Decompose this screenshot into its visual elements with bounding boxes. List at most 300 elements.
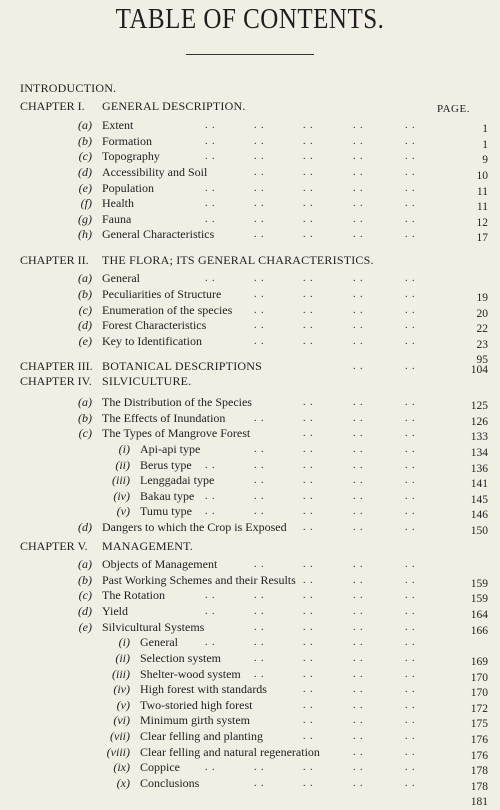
leader-dots: . . bbox=[405, 606, 416, 617]
leader-dots: . . bbox=[205, 136, 216, 147]
page-number: 23 bbox=[476, 339, 488, 351]
entry-label: (c) bbox=[78, 303, 92, 317]
leader-dots: . . bbox=[405, 273, 416, 284]
leader-dots: . . bbox=[353, 606, 364, 617]
chapter-label: CHAPTER V. bbox=[20, 539, 88, 553]
leader-dots: . . bbox=[353, 397, 364, 408]
introduction-heading: INTRODUCTION. bbox=[20, 81, 117, 95]
entry-title: Conclusions bbox=[140, 776, 200, 790]
toc-entry bbox=[0, 441, 500, 457]
leader-dots: . . bbox=[405, 151, 416, 162]
leader-dots: . . bbox=[353, 151, 364, 162]
toc-entry bbox=[0, 333, 500, 349]
entry-title: Health bbox=[102, 196, 134, 210]
entry-label: (ii) bbox=[115, 458, 130, 472]
entry-title: Population bbox=[102, 181, 155, 195]
leader-dots: . . bbox=[254, 289, 265, 300]
chapter-heading bbox=[0, 252, 500, 268]
entry-title: High forest with standards bbox=[140, 682, 267, 696]
chapter-title: BOTANICAL DESCRIPTIONS bbox=[102, 359, 263, 373]
leader-dots: . . bbox=[353, 559, 364, 570]
leader-dots: . . bbox=[405, 397, 416, 408]
leader-dots: . . bbox=[405, 700, 416, 711]
leader-dots: . . bbox=[254, 151, 265, 162]
leader-dots: . . bbox=[405, 684, 416, 695]
entry-title: Api-api type bbox=[140, 442, 201, 456]
entry-label: (viii) bbox=[106, 745, 130, 759]
page-number: 12 bbox=[476, 217, 488, 229]
leader-dots: . . bbox=[254, 167, 265, 178]
entry-title: Clear felling and planting bbox=[140, 729, 263, 743]
toc-entry bbox=[0, 472, 500, 488]
entry-title: Two-storied high forest bbox=[140, 698, 253, 712]
entry-title: Shelter-wood system bbox=[140, 667, 241, 681]
leader-dots: . . bbox=[353, 198, 364, 209]
toc-entry bbox=[0, 394, 500, 410]
page-number: 9 bbox=[482, 154, 488, 166]
page-number: 164 bbox=[470, 609, 488, 621]
entry-label: (b) bbox=[78, 411, 92, 425]
toc-entry bbox=[0, 775, 500, 791]
entry-title: Fauna bbox=[102, 212, 132, 226]
leader-dots: . . bbox=[205, 183, 216, 194]
leader-dots: . . bbox=[405, 320, 416, 331]
leader-dots: . . bbox=[254, 606, 265, 617]
entry-label: (iii) bbox=[112, 667, 130, 681]
entry-label: (a) bbox=[78, 271, 92, 285]
chapter-heading bbox=[0, 98, 500, 114]
entry-title: General bbox=[140, 635, 178, 649]
toc-entry bbox=[0, 164, 500, 180]
entry-title: Selection system bbox=[140, 651, 221, 665]
page-number: 141 bbox=[470, 478, 488, 490]
leader-dots: . . bbox=[303, 413, 314, 424]
leader-dots: . . bbox=[405, 669, 416, 680]
entry-title: The Effects of Inundation bbox=[102, 411, 226, 425]
leader-dots: . . bbox=[303, 136, 314, 147]
leader-dots: . . bbox=[405, 361, 416, 372]
page-number: 178 bbox=[470, 765, 488, 777]
toc-entry bbox=[0, 744, 500, 760]
page-number: 170 bbox=[470, 672, 488, 684]
page-number: 104 bbox=[470, 364, 488, 376]
entry-label: (vii) bbox=[110, 729, 130, 743]
leader-dots: . . bbox=[353, 506, 364, 517]
chapter-title: GENERAL DESCRIPTION. bbox=[102, 99, 246, 113]
leader-dots: . . bbox=[205, 198, 216, 209]
page-number: 1 bbox=[482, 139, 488, 151]
leader-dots: . . bbox=[303, 214, 314, 225]
toc-entry bbox=[0, 519, 500, 535]
entry-label: (v) bbox=[116, 698, 130, 712]
leader-dots: . . bbox=[254, 413, 265, 424]
toc-entry bbox=[0, 117, 500, 133]
entry-label: (c) bbox=[78, 149, 92, 163]
leader-dots: . . bbox=[405, 506, 416, 517]
leader-dots: . . bbox=[254, 305, 265, 316]
leader-dots: . . bbox=[353, 590, 364, 601]
leader-dots: . . bbox=[405, 120, 416, 131]
leader-dots: . . bbox=[353, 320, 364, 331]
entry-label: (iv) bbox=[113, 682, 130, 696]
leader-dots: . . bbox=[254, 120, 265, 131]
leader-dots: . . bbox=[254, 198, 265, 209]
leader-dots: . . bbox=[205, 762, 216, 773]
toc-entry bbox=[0, 211, 500, 227]
leader-dots: . . bbox=[205, 590, 216, 601]
leader-dots: . . bbox=[303, 475, 314, 486]
toc-entry bbox=[0, 317, 500, 333]
toc-entry bbox=[0, 650, 500, 666]
leader-dots: . . bbox=[303, 491, 314, 502]
leader-dots: . . bbox=[405, 460, 416, 471]
entry-title: Forest Characteristics bbox=[102, 318, 207, 332]
page-number: 176 bbox=[470, 734, 488, 746]
page-number: 159 bbox=[470, 578, 488, 590]
toc-entry bbox=[0, 728, 500, 744]
leader-dots: . . bbox=[303, 700, 314, 711]
page-number: 11 bbox=[476, 201, 488, 213]
page-number: 133 bbox=[470, 431, 488, 443]
page-number: 150 bbox=[470, 525, 488, 537]
page-column-heading: PAGE. bbox=[437, 103, 470, 115]
leader-dots: . . bbox=[353, 669, 364, 680]
leader-dots: . . bbox=[353, 460, 364, 471]
entry-label: (i) bbox=[118, 442, 130, 456]
entry-label: (h) bbox=[78, 227, 92, 241]
leader-dots: . . bbox=[353, 305, 364, 316]
entry-label: (e) bbox=[78, 620, 92, 634]
leader-dots: . . bbox=[254, 491, 265, 502]
leader-dots: . . bbox=[405, 198, 416, 209]
entry-title: Lenggadai type bbox=[140, 473, 215, 487]
toc-entry bbox=[0, 697, 500, 713]
toc-entry bbox=[0, 286, 500, 302]
leader-dots: . . bbox=[353, 700, 364, 711]
leader-dots: . . bbox=[353, 731, 364, 742]
page-number: 145 bbox=[470, 494, 488, 506]
toc-entry bbox=[0, 488, 500, 504]
toc-entry bbox=[0, 587, 500, 603]
page-number: 22 bbox=[476, 323, 488, 335]
entry-title: Coppice bbox=[140, 760, 180, 774]
leader-dots: . . bbox=[303, 506, 314, 517]
entry-title: Past Working Schemes and their Results bbox=[102, 573, 296, 587]
leader-dots: . . bbox=[303, 606, 314, 617]
entry-label: (c) bbox=[78, 426, 92, 440]
leader-dots: . . bbox=[353, 575, 364, 586]
entry-label: (a) bbox=[78, 118, 92, 132]
leader-dots: . . bbox=[303, 622, 314, 633]
entry-label: (c) bbox=[78, 588, 92, 602]
page-number: 126 bbox=[470, 416, 488, 428]
entry-label: (iv) bbox=[113, 489, 130, 503]
toc-entry bbox=[0, 619, 500, 635]
leader-dots: . . bbox=[353, 475, 364, 486]
leader-dots: . . bbox=[353, 120, 364, 131]
toc-entry bbox=[0, 681, 500, 697]
leader-dots: . . bbox=[303, 460, 314, 471]
page-number: 178 bbox=[470, 781, 488, 793]
entry-label: (a) bbox=[78, 557, 92, 571]
toc-entry bbox=[0, 425, 500, 441]
leader-dots: . . bbox=[353, 336, 364, 347]
page-number: 125 bbox=[470, 400, 488, 412]
leader-dots: . . bbox=[353, 491, 364, 502]
chapter-heading bbox=[0, 373, 500, 389]
entry-label: (b) bbox=[78, 573, 92, 587]
page-number: 169 bbox=[470, 656, 488, 668]
leader-dots: . . bbox=[254, 183, 265, 194]
leader-dots: . . bbox=[353, 747, 364, 758]
entry-title: General bbox=[102, 271, 140, 285]
leader-dots: . . bbox=[254, 778, 265, 789]
page-number: 17 bbox=[476, 232, 488, 244]
leader-dots: . . bbox=[353, 361, 364, 372]
leader-dots: . . bbox=[303, 305, 314, 316]
leader-dots: . . bbox=[303, 575, 314, 586]
entry-label: (d) bbox=[78, 604, 92, 618]
leader-dots: . . bbox=[405, 575, 416, 586]
leader-dots: . . bbox=[353, 183, 364, 194]
leader-dots: . . bbox=[303, 320, 314, 331]
leader-dots: . . bbox=[303, 428, 314, 439]
leader-dots: . . bbox=[405, 136, 416, 147]
page-number: 166 bbox=[470, 625, 488, 637]
entry-title: Extent bbox=[102, 118, 134, 132]
leader-dots: . . bbox=[254, 506, 265, 517]
leader-dots: . . bbox=[254, 273, 265, 284]
entry-label: (d) bbox=[78, 165, 92, 179]
toc-entry bbox=[0, 556, 500, 572]
leader-dots: . . bbox=[405, 289, 416, 300]
page-number: 10 bbox=[476, 170, 488, 182]
leader-dots: . . bbox=[303, 559, 314, 570]
leader-dots: . . bbox=[303, 167, 314, 178]
toc-entry bbox=[0, 148, 500, 164]
leader-dots: . . bbox=[303, 669, 314, 680]
leader-dots: . . bbox=[405, 167, 416, 178]
toc-entry bbox=[0, 712, 500, 728]
leader-dots: . . bbox=[405, 336, 416, 347]
leader-dots: . . bbox=[353, 622, 364, 633]
leader-dots: . . bbox=[353, 444, 364, 455]
leader-dots: . . bbox=[303, 151, 314, 162]
leader-dots: . . bbox=[254, 622, 265, 633]
leader-dots: . . bbox=[303, 273, 314, 284]
leader-dots: . . bbox=[303, 336, 314, 347]
leader-dots: . . bbox=[254, 762, 265, 773]
chapter-label: CHAPTER I. bbox=[20, 99, 85, 113]
leader-dots: . . bbox=[254, 669, 265, 680]
page-number: 175 bbox=[470, 718, 488, 730]
entry-title: Accessibility and Soil bbox=[102, 165, 208, 179]
toc-entry bbox=[0, 634, 500, 650]
leader-dots: . . bbox=[303, 715, 314, 726]
leader-dots: . . bbox=[405, 762, 416, 773]
entry-title: Bakau type bbox=[140, 489, 195, 503]
toc-entry bbox=[0, 180, 500, 196]
leader-dots: . . bbox=[254, 136, 265, 147]
leader-dots: . . bbox=[353, 637, 364, 648]
leader-dots: . . bbox=[303, 289, 314, 300]
page-number: 134 bbox=[470, 447, 488, 459]
leader-dots: . . bbox=[303, 198, 314, 209]
leader-dots: . . bbox=[205, 637, 216, 648]
leader-dots: . . bbox=[303, 120, 314, 131]
leader-dots: . . bbox=[405, 747, 416, 758]
chapter-title: SILVICULTURE. bbox=[102, 374, 192, 388]
leader-dots: . . bbox=[205, 273, 216, 284]
leader-dots: . . bbox=[405, 637, 416, 648]
entry-title: The Rotation bbox=[102, 588, 165, 602]
leader-dots: . . bbox=[254, 460, 265, 471]
toc-introduction bbox=[0, 80, 500, 96]
leader-dots: . . bbox=[353, 778, 364, 789]
entry-title: Tumu type bbox=[140, 504, 192, 518]
entry-label: (ii) bbox=[115, 651, 130, 665]
leader-dots: . . bbox=[405, 653, 416, 664]
entry-label: (e) bbox=[78, 334, 92, 348]
entry-label: (ix) bbox=[113, 760, 130, 774]
leader-dots: . . bbox=[405, 731, 416, 742]
leader-dots: . . bbox=[205, 120, 216, 131]
leader-dots: . . bbox=[205, 506, 216, 517]
entry-label: (g) bbox=[78, 212, 92, 226]
leader-dots: . . bbox=[303, 397, 314, 408]
leader-dots: . . bbox=[205, 606, 216, 617]
leader-dots: . . bbox=[405, 305, 416, 316]
toc-entry bbox=[0, 457, 500, 473]
leader-dots: . . bbox=[405, 522, 416, 533]
entry-label: (f) bbox=[80, 196, 92, 210]
leader-dots: . . bbox=[405, 715, 416, 726]
entry-title: Yield bbox=[102, 604, 128, 618]
entry-label: (d) bbox=[78, 520, 92, 534]
leader-dots: . . bbox=[205, 460, 216, 471]
leader-dots: . . bbox=[405, 428, 416, 439]
chapter-label: CHAPTER II. bbox=[20, 253, 89, 267]
entry-label: (e) bbox=[78, 181, 92, 195]
leader-dots: . . bbox=[205, 491, 216, 502]
entry-title: Topography bbox=[102, 149, 160, 163]
chapter-heading bbox=[0, 538, 500, 554]
leader-dots: . . bbox=[303, 778, 314, 789]
leader-dots: . . bbox=[405, 444, 416, 455]
entry-title: Enumeration of the species bbox=[102, 303, 233, 317]
leader-dots: . . bbox=[353, 273, 364, 284]
toc-entry bbox=[0, 790, 500, 806]
leader-dots: . . bbox=[303, 444, 314, 455]
leader-dots: . . bbox=[353, 428, 364, 439]
leader-dots: . . bbox=[303, 637, 314, 648]
leader-dots: . . bbox=[353, 684, 364, 695]
page-number: 19 bbox=[476, 292, 488, 304]
toc-entry bbox=[0, 270, 500, 286]
leader-dots: . . bbox=[254, 637, 265, 648]
leader-dots: . . bbox=[254, 559, 265, 570]
leader-dots: . . bbox=[353, 522, 364, 533]
page-number: 11 bbox=[476, 186, 488, 198]
leader-dots: . . bbox=[405, 475, 416, 486]
toc-entry bbox=[0, 410, 500, 426]
page-number: 176 bbox=[470, 750, 488, 762]
leader-dots: . . bbox=[254, 320, 265, 331]
entry-title: General Characteristics bbox=[102, 227, 215, 241]
entry-title: The Distribution of the Species bbox=[102, 395, 252, 409]
page-number: 181 bbox=[470, 796, 488, 808]
leader-dots: . . bbox=[353, 229, 364, 240]
toc-entry bbox=[0, 572, 500, 588]
toc-entry bbox=[0, 503, 500, 519]
leader-dots: . . bbox=[353, 167, 364, 178]
leader-dots: . . bbox=[303, 590, 314, 601]
chapter-label: CHAPTER III. bbox=[20, 359, 93, 373]
leader-dots: . . bbox=[303, 522, 314, 533]
leader-dots: . . bbox=[353, 214, 364, 225]
entry-label: (a) bbox=[78, 395, 92, 409]
leader-dots: . . bbox=[353, 413, 364, 424]
toc-entry bbox=[0, 195, 500, 211]
leader-dots: . . bbox=[254, 590, 265, 601]
leader-dots: . . bbox=[405, 229, 416, 240]
entry-label: (v) bbox=[116, 504, 130, 518]
page-number: 159 bbox=[470, 593, 488, 605]
page-number: 20 bbox=[476, 308, 488, 320]
page-title: TABLE OF CONTENTS. bbox=[115, 3, 385, 35]
leader-dots: . . bbox=[205, 151, 216, 162]
leader-dots: . . bbox=[353, 653, 364, 664]
entry-title: Objects of Management bbox=[102, 557, 218, 571]
leader-dots: . . bbox=[353, 289, 364, 300]
leader-dots: . . bbox=[303, 762, 314, 773]
entry-label: (i) bbox=[118, 635, 130, 649]
leader-dots: . . bbox=[405, 590, 416, 601]
leader-dots: . . bbox=[405, 622, 416, 633]
leader-dots: . . bbox=[303, 653, 314, 664]
page-number: 1 bbox=[482, 123, 488, 135]
entry-label: (vi) bbox=[113, 713, 130, 727]
toc-entry bbox=[0, 133, 500, 149]
page-number: 136 bbox=[470, 463, 488, 475]
entry-label: (iii) bbox=[112, 473, 130, 487]
page-number: 172 bbox=[470, 703, 488, 715]
leader-dots: . . bbox=[405, 413, 416, 424]
chapter-title: MANAGEMENT. bbox=[102, 539, 193, 553]
leader-dots: . . bbox=[254, 653, 265, 664]
entry-title: Silvicultural Systems bbox=[102, 620, 205, 634]
leader-dots: . . bbox=[353, 136, 364, 147]
entry-label: (b) bbox=[78, 287, 92, 301]
toc-entry bbox=[0, 302, 500, 318]
chapter-heading bbox=[0, 358, 500, 374]
page-number: 146 bbox=[470, 509, 488, 521]
entry-label: (b) bbox=[78, 134, 92, 148]
page-number: 170 bbox=[470, 687, 488, 699]
leader-dots: . . bbox=[254, 444, 265, 455]
title-rule bbox=[186, 54, 314, 55]
entry-title: The Types of Mangrove Forest bbox=[102, 426, 251, 440]
entry-title: Peculiarities of Structure bbox=[102, 287, 222, 301]
leader-dots: . . bbox=[353, 715, 364, 726]
entry-title: Clear felling and natural regeneration bbox=[140, 745, 320, 759]
chapter-title: THE FLORA; ITS GENERAL CHARACTERISTICS. bbox=[102, 253, 374, 267]
leader-dots: . . bbox=[303, 229, 314, 240]
leader-dots: . . bbox=[353, 762, 364, 773]
entry-title: Formation bbox=[102, 134, 152, 148]
entry-label: (x) bbox=[116, 776, 130, 790]
leader-dots: . . bbox=[254, 336, 265, 347]
